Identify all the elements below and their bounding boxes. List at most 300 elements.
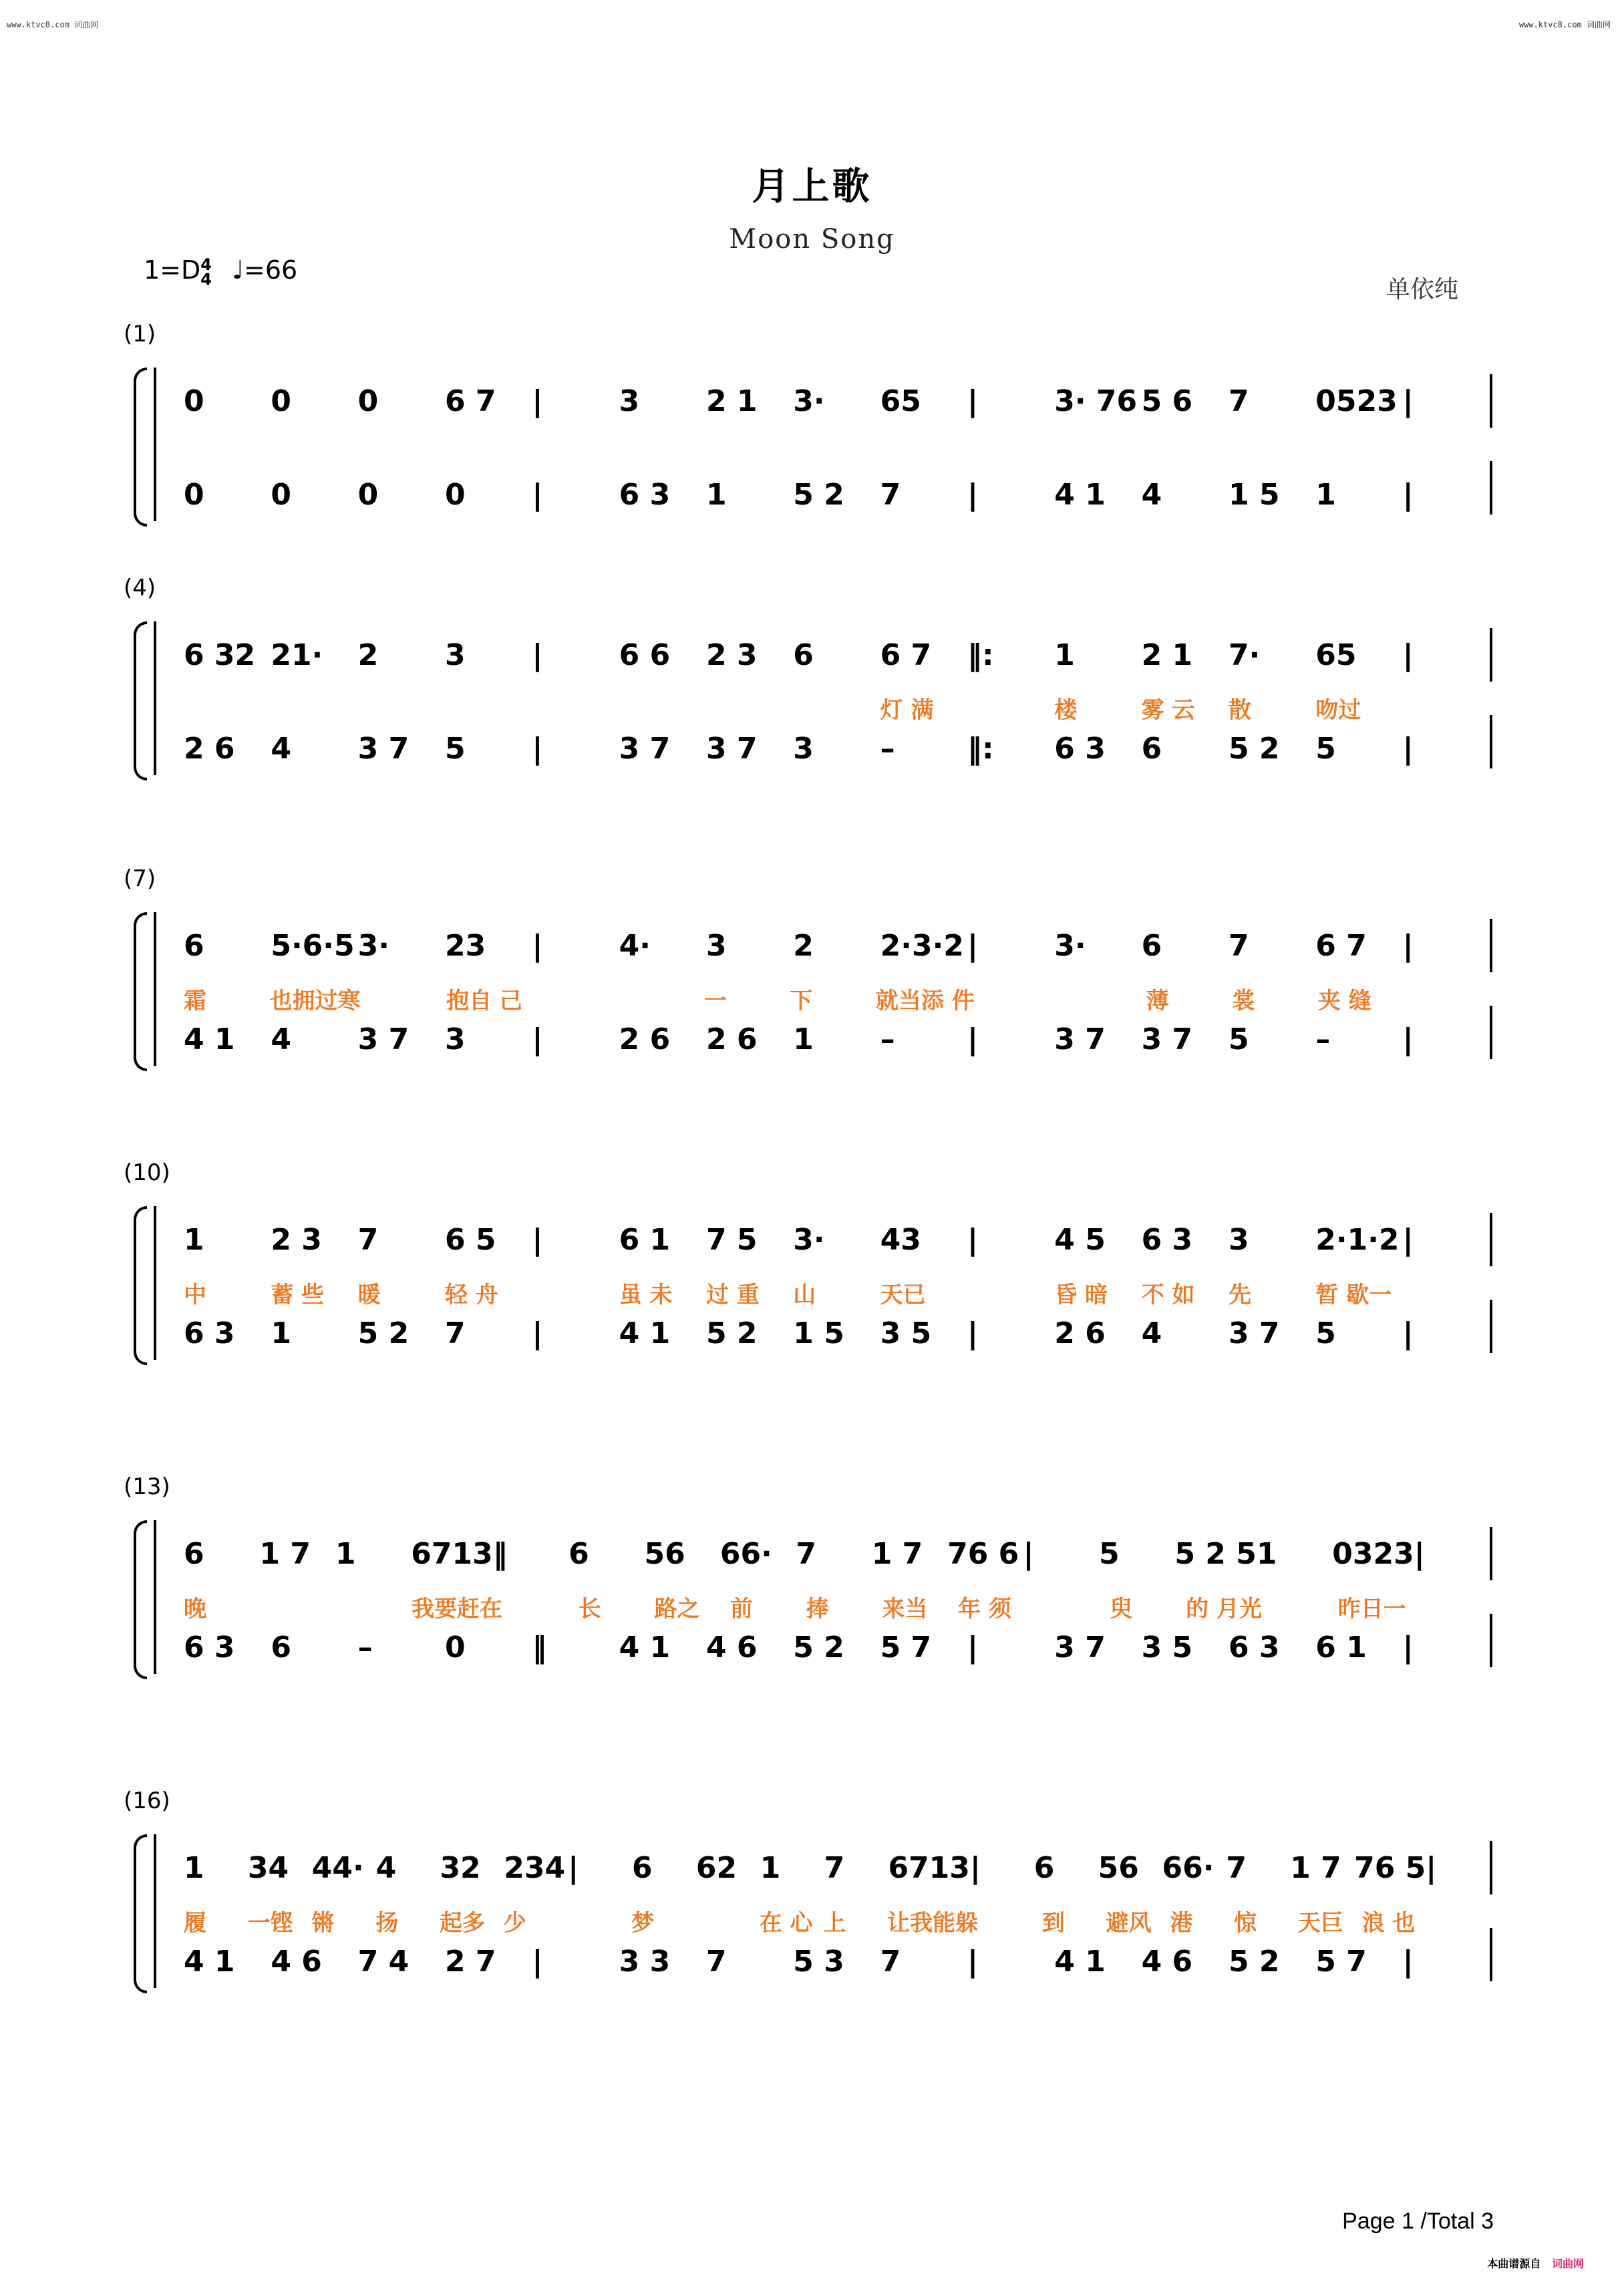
system-barline [154, 1206, 156, 1360]
lyrics-line-cell [695, 1904, 760, 1937]
treble-notes-cell: 6713 [411, 1537, 493, 1571]
site-watermark-left: www.ktvc8.com 词曲网 [7, 20, 99, 29]
bass-notes-cell: 0 [271, 478, 291, 512]
bass-notes-cell: 2 6 [619, 1022, 671, 1056]
system-barline [154, 1834, 156, 1988]
lyrics-line-cell: 臾 [1110, 1596, 1133, 1622]
lyrics-line-cell: 浪 也 [1361, 1910, 1416, 1937]
treble-notes-cell: 66· [719, 1537, 772, 1571]
treble-notes [184, 638, 1490, 672]
end-barline-bass [1490, 715, 1492, 768]
lyrics-line-cell [1403, 692, 1490, 724]
lyrics-line-cell [532, 692, 619, 724]
treble-notes-cell: 3· 76 [1054, 384, 1138, 418]
system-barline [154, 912, 156, 1066]
treble-notes-cell: 234 [504, 1851, 566, 1885]
bass-notes-cell: 1 [793, 1022, 814, 1056]
bass-notes-cell: 7 [705, 1945, 727, 1979]
treble-notes-cell: 2 3 [705, 638, 758, 672]
treble-notes-cell: | [1426, 1851, 1437, 1885]
bass-notes-cell: 4 1 [619, 1630, 671, 1665]
key-signature [144, 255, 297, 287]
lyrics-line-cell: 昨日一 [1337, 1596, 1406, 1622]
bass-notes-cell: – [357, 1630, 373, 1665]
grand-staff-brace [134, 1520, 147, 1679]
treble-notes-cell: 2 [793, 929, 814, 963]
bass-notes-cell: | [1402, 478, 1414, 512]
treble-notes-cell: 3· [357, 929, 389, 963]
lyrics-line-cell: 虽 未 [619, 1282, 673, 1308]
treble-notes-cell: 6 7 [444, 384, 496, 418]
footer-credit-text: 本曲谱源自 [1487, 2257, 1541, 2270]
end-barline-treble [1490, 1841, 1492, 1894]
treble-notes-cell: 6 [569, 1537, 589, 1571]
bass-notes-cell: 7 [880, 478, 901, 512]
bass-notes-cell: 3 7 [1054, 1630, 1106, 1665]
lyrics-line-cell [967, 692, 1054, 724]
lyrics-line-cell: 来当 [882, 1596, 928, 1622]
lyrics-line-cell [1404, 982, 1490, 1015]
treble-notes-cell: 2 1 [1141, 638, 1193, 672]
treble-notes-cell: 4 [375, 1851, 397, 1885]
lyrics-line-cell: 就当添 件 [875, 988, 975, 1014]
treble-notes-cell: 0 [357, 384, 379, 418]
time-signature [200, 257, 212, 287]
bass-notes-cell: 6 [1141, 732, 1162, 766]
bass-notes-cell: 2 6 [184, 732, 235, 766]
treble-notes-cell: 2·3·2 [880, 929, 964, 963]
treble-notes-cell: 44· [311, 1851, 364, 1885]
lyrics-line-cell: 裳 [1232, 988, 1255, 1014]
treble-notes-cell: 56 [1098, 1851, 1139, 1885]
measure-number: (7) [124, 865, 156, 892]
lyrics-line-cell: 先 [1228, 1282, 1251, 1308]
treble-notes-cell: 1 [1054, 638, 1075, 672]
treble-notes-cell: | [1023, 1537, 1034, 1571]
lyrics-line [184, 692, 1490, 724]
lyrics-line-cell [1034, 1590, 1110, 1623]
lyrics-line-cell: 薄 [1146, 988, 1169, 1014]
treble-notes-cell: 3 [444, 638, 466, 672]
bass-notes [184, 478, 1490, 512]
bass-notes-cell: 4 1 [184, 1945, 235, 1979]
treble-notes-cell: 6 7 [1315, 929, 1367, 963]
lyrics-line-cell: 昏 暗 [1054, 1282, 1108, 1308]
bass-notes-cell: | [1402, 1945, 1414, 1979]
treble-notes-cell: | [568, 1851, 579, 1885]
bass-notes-cell: | [967, 1630, 979, 1665]
lyrics-line-cell: 到 [1041, 1910, 1065, 1937]
lyrics-line-cell: 惊 [1234, 1910, 1257, 1937]
bass-notes-cell: 3 7 [357, 732, 410, 766]
treble-notes-cell: ‖: [967, 638, 994, 672]
treble-notes-cell: 2 3 [271, 1223, 322, 1257]
treble-notes-cell: 6 5 [444, 1223, 496, 1257]
treble-notes-cell: 34 [247, 1851, 289, 1885]
bass-notes [184, 1316, 1490, 1350]
treble-notes-cell: 65 [1315, 638, 1357, 672]
treble-notes-cell: 7 [357, 1223, 379, 1257]
lyrics-line-cell: 不 如 [1141, 1282, 1195, 1308]
treble-notes-cell: 0323 [1332, 1537, 1414, 1571]
lyrics-line-cell: 散 [1228, 697, 1251, 724]
lyrics-line-cell: 下 [790, 988, 813, 1014]
treble-notes-cell: 6 7 [880, 638, 932, 672]
bass-notes-cell: 5 7 [1315, 1945, 1367, 1979]
bass-notes-cell: | [532, 1316, 543, 1350]
bass-notes-cell: – [880, 1022, 895, 1056]
bass-notes-cell: 4 6 [271, 1945, 322, 1979]
treble-notes-cell: 76 6 [947, 1537, 1019, 1571]
treble-notes-cell: | [1414, 1537, 1425, 1571]
end-barline-treble [1490, 374, 1492, 428]
measure-number: (4) [124, 575, 156, 601]
bass-notes-cell: 6 3 [1054, 732, 1106, 766]
bass-notes-cell: 6 [271, 1630, 291, 1665]
grand-staff-brace [134, 912, 147, 1071]
bass-notes-cell: 4 1 [619, 1316, 671, 1350]
bass-notes-cell: 3 7 [619, 732, 671, 766]
grand-staff-brace [134, 368, 147, 527]
page-number: Page 1 /Total 3 [1342, 2208, 1494, 2234]
bass-notes [184, 1022, 1490, 1056]
treble-notes-cell: 32 [440, 1851, 481, 1885]
treble-notes-cell: 21· [271, 638, 323, 672]
lyrics-line-cell: 晚 [184, 1596, 206, 1622]
bass-notes-cell: | [967, 1316, 979, 1350]
bass-notes-cell: 6 3 [184, 1630, 235, 1665]
lyrics-line-cell: 过 重 [705, 1282, 760, 1308]
grand-staff-brace [134, 1206, 147, 1365]
lyrics-line-cell: 吻过 [1315, 697, 1361, 724]
treble-notes-cell: 5 2 5 [1174, 1537, 1257, 1571]
lyrics-line-cell: 山 [793, 1282, 816, 1308]
lyrics-line-cell [335, 1590, 412, 1623]
end-barline-bass [1490, 1928, 1492, 1981]
treble-notes [184, 1223, 1490, 1257]
system-barline [154, 368, 156, 521]
treble-notes-cell: 66· [1162, 1851, 1214, 1885]
treble-notes-cell: | [1402, 384, 1414, 418]
lyrics-line-cell [978, 1904, 1042, 1937]
treble-notes-cell: 6 [793, 638, 814, 672]
bass-notes [184, 732, 1490, 766]
lyrics-line-cell: 的 月光 [1186, 1596, 1262, 1622]
time-den: 4 [200, 269, 212, 289]
bass-notes-cell: 1 5 [1228, 478, 1280, 512]
treble-notes-cell: 6 [1141, 929, 1162, 963]
bass-notes-cell: | [532, 1945, 543, 1979]
treble-notes-cell: 6713 [888, 1851, 970, 1885]
treble-notes-cell: 7 [824, 1851, 845, 1885]
grand-staff-brace [134, 1834, 147, 1993]
lyrics-line-cell: 天巨 [1297, 1910, 1343, 1937]
treble-notes-cell: 2 1 [705, 384, 758, 418]
bass-notes-cell: 1 [705, 478, 727, 512]
treble-notes-cell: | [532, 1223, 543, 1257]
lyrics-line-cell: 暂 歇一 [1315, 1282, 1392, 1308]
bass-notes-cell: 5 2 [793, 1630, 844, 1665]
measure-number: (1) [124, 321, 156, 347]
treble-notes-cell: 6 [1033, 1851, 1055, 1885]
treble-notes-cell: | [1402, 929, 1414, 963]
lyrics-line-cell: 上 [823, 1910, 846, 1937]
lyrics-line-cell: 少 [503, 1910, 526, 1937]
bass-notes-cell: | [967, 1022, 979, 1056]
site-watermark-right: www.ktvc8.com 词曲网 [1518, 20, 1611, 29]
bass-notes-cell: ‖ [532, 1630, 547, 1665]
lyrics-line-cell: 扬 [375, 1910, 399, 1937]
lyrics-line-cell: 一铿 [247, 1910, 293, 1937]
lyrics-line-cell: 霜 [184, 988, 206, 1014]
bass-notes-cell: 1 [1315, 478, 1336, 512]
bass-notes-cell: 6 3 [184, 1316, 235, 1350]
lyrics-line-cell: 避风 [1106, 1910, 1152, 1937]
end-barline-treble [1490, 919, 1492, 972]
bass-notes-cell: 0 [444, 1630, 466, 1665]
treble-notes-cell: | [532, 384, 543, 418]
end-barline-bass [1490, 1300, 1492, 1353]
lyrics-line-cell [502, 1590, 579, 1623]
bass-notes-cell: 6 3 [1228, 1630, 1280, 1665]
treble-notes-cell: 5·6·5 [271, 929, 355, 963]
treble-notes-cell: 3 [1228, 1223, 1249, 1257]
bass-notes-cell: 5 2 [793, 478, 844, 512]
lyrics-line-cell: 前 [730, 1596, 754, 1622]
lyrics-line-cell: 我要赶在 [412, 1596, 503, 1622]
lyrics-line-cell: 梦 [631, 1910, 655, 1937]
time-num: 4 [200, 255, 212, 274]
bass-notes-cell: | [967, 1945, 979, 1979]
treble-notes-cell: 1 [184, 1223, 204, 1257]
treble-notes-cell: 1 7 [871, 1537, 923, 1571]
grand-staff-brace [134, 621, 147, 780]
lyrics-line-cell: 中 [184, 1282, 206, 1308]
lyrics-line-cell: 捧 [806, 1596, 829, 1622]
treble-notes-cell: 43 [880, 1223, 921, 1257]
end-barline-treble [1490, 1527, 1492, 1580]
treble-notes-cell: 2 [357, 638, 379, 672]
treble-notes-cell: | [1402, 1223, 1414, 1257]
lyrics-line-cell [532, 1276, 619, 1309]
lyrics-line-cell: 履 [184, 1910, 206, 1937]
bass-notes [184, 1630, 1490, 1665]
lyrics-line-cell [619, 692, 706, 724]
lyrics-line-cell: 锵 [311, 1910, 335, 1937]
treble-notes-cell: 5 [1098, 1537, 1120, 1571]
bass-notes-cell: | [1402, 732, 1414, 766]
treble-notes-cell: | [532, 638, 543, 672]
treble-notes-cell: 7 [1226, 1851, 1247, 1885]
treble-notes-cell: 7 5 [705, 1223, 758, 1257]
lyrics-line-cell: 楼 [1054, 697, 1078, 724]
bass-notes-cell: 7 [880, 1945, 901, 1979]
lyrics-line-cell [361, 982, 447, 1015]
song-title: 月上歌 [752, 165, 872, 208]
treble-notes-cell: 2·1·2 [1315, 1223, 1400, 1257]
bass-notes-cell: | [532, 1022, 543, 1056]
system-barline [154, 621, 156, 775]
lyrics-line [184, 982, 1490, 1015]
end-barline-bass [1490, 1614, 1492, 1667]
treble-notes-cell: 3 [705, 929, 727, 963]
lyrics-line-cell [706, 692, 793, 724]
treble-notes [184, 1537, 1490, 1571]
lyrics-line-cell [532, 982, 619, 1015]
composer: 单依纯 [1386, 276, 1459, 303]
bass-notes-cell: 5 [444, 732, 466, 766]
bass-notes-cell: 4 6 [1141, 1945, 1193, 1979]
lyrics-line-cell: 灯 满 [880, 697, 934, 724]
footer-credit [1487, 2255, 1584, 2271]
bass-notes-cell: 3 7 [357, 1022, 410, 1056]
treble-notes-cell: 0 [184, 384, 204, 418]
lyrics-line-cell [1414, 1590, 1490, 1623]
treble-notes-cell: 0523 [1315, 384, 1398, 418]
lyrics-line-cell [260, 1590, 336, 1623]
treble-notes-cell: 1 [335, 1537, 356, 1571]
treble-notes-cell: 4· [619, 929, 651, 963]
lyrics-line-cell [618, 982, 704, 1015]
lyrics-line-cell [567, 1904, 631, 1937]
bass-notes-cell: 5 3 [793, 1945, 844, 1979]
bass-notes-cell: 4 6 [705, 1630, 758, 1665]
lyrics-line [184, 1276, 1490, 1309]
bass-notes-cell: | [967, 478, 979, 512]
lyrics-line-cell: 路之 [654, 1596, 700, 1622]
treble-notes-cell: | [967, 384, 979, 418]
bass-notes-cell: 5 [1315, 1316, 1336, 1350]
bass-notes-cell: 5 2 [1228, 1945, 1280, 1979]
lyrics-line-cell [184, 692, 271, 724]
lyrics-line-cell: 在 心 [759, 1910, 813, 1937]
treble-notes-cell: 6 [184, 929, 204, 963]
tempo-mark: ♩=66 [232, 255, 298, 285]
lyrics-line-cell: 年 须 [958, 1596, 1011, 1622]
bass-notes [184, 1945, 1490, 1979]
bass-notes-cell: 7 [444, 1316, 466, 1350]
bass-notes-cell: 3 [444, 1022, 466, 1056]
bass-notes-cell: 4 1 [184, 1022, 235, 1056]
lyrics-line-cell: 让我能躲 [887, 1910, 979, 1937]
bass-notes-cell: 2 6 [1054, 1316, 1106, 1350]
bass-notes-cell: 5 2 [357, 1316, 410, 1350]
treble-notes-cell: 1 [760, 1851, 781, 1885]
bass-notes-cell: | [1402, 1630, 1414, 1665]
lyrics-line-cell: 一 [703, 988, 727, 1014]
treble-notes-cell: 1 [1256, 1537, 1277, 1571]
treble-notes-cell: 6 32 [184, 638, 256, 672]
bass-notes-cell: 1 5 [793, 1316, 844, 1350]
bass-notes-cell: 3 3 [619, 1945, 671, 1979]
song-subtitle: Moon Song [729, 224, 895, 255]
treble-notes-cell: 1 7 [259, 1537, 311, 1571]
bass-notes-cell: 3 7 [1054, 1022, 1106, 1056]
bass-notes-cell: 6 3 [619, 478, 671, 512]
treble-notes-cell: 4 5 [1054, 1223, 1106, 1257]
lyrics-line-cell [967, 1276, 1054, 1309]
bass-notes-cell: 2 6 [705, 1022, 758, 1056]
lyrics-line-cell [975, 982, 1061, 1015]
lyrics-line-cell [271, 692, 357, 724]
bass-notes-cell: ‖: [967, 732, 994, 766]
bass-notes-cell: 5 2 [1228, 732, 1280, 766]
treble-notes [184, 929, 1490, 963]
measure-number: (10) [124, 1159, 170, 1186]
key-prefix: 1=D [144, 255, 201, 285]
bass-notes-cell: 3 7 [1141, 1022, 1193, 1056]
treble-notes-cell: | [967, 929, 979, 963]
treble-notes-cell: 23 [444, 929, 486, 963]
bass-notes-cell: | [1402, 1022, 1414, 1056]
treble-notes-cell: 65 [880, 384, 921, 418]
end-barline-bass [1490, 1006, 1492, 1059]
lyrics-line-cell [1060, 982, 1146, 1015]
treble-notes-cell: 7 [1228, 384, 1249, 418]
lyrics-line-cell: 抱自 己 [446, 988, 522, 1014]
treble-notes-cell: 5 6 [1141, 384, 1193, 418]
treble-notes-cell: | [532, 929, 543, 963]
treble-notes-cell: 3 [619, 384, 640, 418]
footer-brand: 词曲网 [1551, 2257, 1584, 2270]
treble-notes-cell: 62 [695, 1851, 738, 1885]
treble-notes-cell: | [969, 1851, 981, 1885]
treble-notes-cell: 7· [1228, 638, 1261, 672]
bass-notes-cell: 5 [1228, 1022, 1249, 1056]
bass-notes-cell: 3 5 [1141, 1630, 1193, 1665]
bass-notes-cell: 5 7 [880, 1630, 932, 1665]
treble-notes-cell: 56 [644, 1537, 685, 1571]
bass-notes-cell: – [880, 732, 895, 766]
measure-number: (16) [124, 1788, 170, 1814]
end-barline-treble [1490, 1213, 1492, 1266]
treble-notes-cell: 3· [1054, 929, 1086, 963]
treble-notes-cell: 0 [271, 384, 291, 418]
bass-notes-cell: 4 [1141, 478, 1162, 512]
bass-notes-cell: 0 [357, 478, 379, 512]
treble-notes-cell: 7 [796, 1537, 816, 1571]
bass-notes-cell: 0 [444, 478, 466, 512]
lyrics-line-cell [1403, 1276, 1490, 1309]
bass-notes-cell: | [532, 478, 543, 512]
lyrics-line-cell [1426, 1904, 1490, 1937]
bass-notes-cell: 6 1 [1315, 1630, 1367, 1665]
bass-notes-cell: 4 [1141, 1316, 1162, 1350]
lyrics-line-cell: 也拥过寒 [269, 988, 361, 1014]
treble-notes-cell: 76 5 [1354, 1851, 1426, 1885]
treble-notes-cell: 6 [184, 1537, 204, 1571]
treble-notes-cell: 6 [632, 1851, 653, 1885]
bass-notes-cell: 7 4 [357, 1945, 410, 1979]
bass-notes-cell: 2 7 [444, 1945, 496, 1979]
treble-notes-cell: 1 7 [1290, 1851, 1341, 1885]
lyrics-line-cell [358, 692, 445, 724]
bass-notes-cell: 3 5 [880, 1316, 932, 1350]
treble-notes-cell: 6 1 [619, 1223, 671, 1257]
lyrics-line-cell: 长 [578, 1596, 601, 1622]
lyrics-line-cell: 暖 [357, 1282, 381, 1308]
lyrics-line-cell [445, 692, 532, 724]
lyrics-line-cell [1262, 1590, 1338, 1623]
bass-notes-cell: 4 [271, 1022, 291, 1056]
system-barline [154, 1520, 156, 1674]
bass-notes-cell: – [1315, 1022, 1331, 1056]
end-barline-bass [1490, 461, 1492, 515]
treble-notes-cell: 3· [793, 384, 825, 418]
bass-notes-cell: | [532, 732, 543, 766]
treble-notes-cell: | [1402, 638, 1414, 672]
treble-notes-cell: 6 3 [1141, 1223, 1193, 1257]
